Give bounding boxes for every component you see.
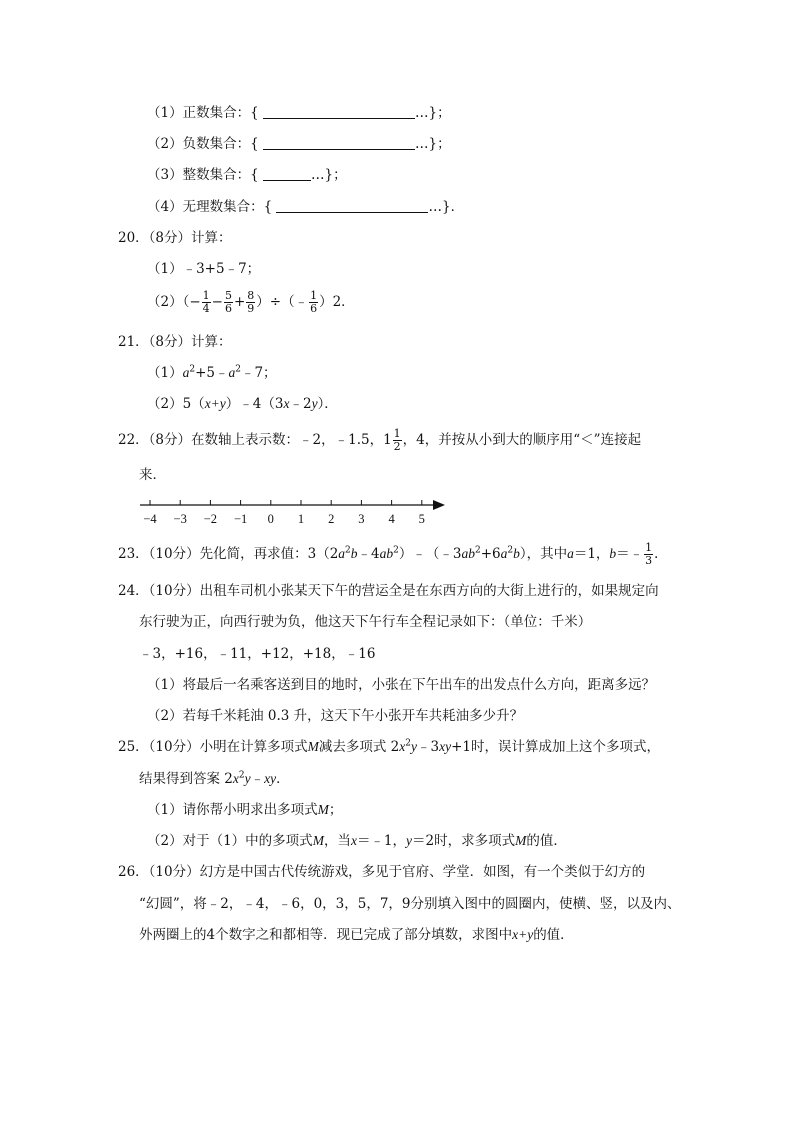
q24-line-2: 东行驶为正，向西行驶为负，他这天下午行车全程记录如下：（单位：千米） <box>139 614 592 630</box>
q22-line-1: 22．（8分）在数轴上表示数：﹣2，﹣1.5，1 $\frac{1}{2}$ ，4，并按从小到大的顺序用“＜”连接起 <box>118 427 642 453</box>
q19-item-1: （1）正数集合：{ …}； <box>147 105 451 121</box>
q19-item-4: （4）无理数集合：{ …}． <box>147 199 465 215</box>
number-line-label: 5 <box>418 512 425 526</box>
fraction: $\frac{1}{6}$ <box>310 289 318 315</box>
q23-line: 23．（10分）先化简，再求值：$3(2a^2b﹣4ab^2)﹣(﹣3ab^2+6a^2b)$，其中a＝1，b＝﹣ $\frac{1}{3}$ ． <box>118 541 668 567</box>
number-line-label: −3 <box>173 512 187 526</box>
number-line-label: −2 <box>203 512 218 526</box>
fraction: $\frac{8}{9}$ <box>247 289 255 315</box>
q20-heading: 20．（8分）计算： <box>118 230 232 246</box>
q24-part-1: （1）将最后一名乘客送到目的地时，小张在下午出车的出发点什么方向，距离多远？ <box>147 677 656 693</box>
number-line <box>135 492 455 528</box>
answer-blank[interactable] <box>263 136 415 150</box>
fraction: $\frac{1}{2}$ <box>393 427 401 453</box>
answer-blank[interactable] <box>263 167 311 181</box>
q20-part-2: （2）（− $\frac{1}{4}$ − $\frac{5}{6}$ + $\frac{8}{9}$ ）÷（﹣ $\frac{1}{6}$ ）2． <box>147 289 355 315</box>
q25-part-2: （2）对于（1）中的多项式M，当x＝﹣1，y＝2时，求多项式M的值． <box>147 833 567 849</box>
q26-line-1: 26．（10分）幻方是中国古代传统游戏，多见于官府、学堂．如图，有一个类似于幻方的 <box>118 864 646 880</box>
number-line-label: 2 <box>328 512 335 526</box>
q24-part-2: （2）若每千米耗油 0.3 升，这天下午小张开车共耗油多少升？ <box>147 708 524 724</box>
q26-line-2: “幻圆”，将﹣2，﹣4，﹣6，0，3，5，7，9分别填入图中的圆圈内，使横、竖，以及内、 <box>139 896 681 912</box>
fraction: $\frac{1}{3}$ <box>645 541 653 567</box>
q21-part-1: $(1)a^2+5﹣a^2﹣7$； <box>147 364 277 381</box>
q25-part-1: （1）请你帮小明求出多项式M； <box>147 802 343 818</box>
answer-blank[interactable] <box>276 199 428 213</box>
q22-line-2: 来． <box>139 467 166 483</box>
q19-item-2: （2）负数集合：{ …}； <box>147 136 451 152</box>
q21-part-2: （2）5（x+y）﹣4（3x﹣2y）． <box>147 396 338 412</box>
q25-line-1: 25．（10分）小明在计算多项式M减去多项式 $2x^2y﹣3xy+1$时，误计算成加上这个多项式， <box>118 738 660 755</box>
number-line-label: 0 <box>267 512 274 526</box>
fraction: $\frac{5}{6}$ <box>224 289 232 315</box>
number-line-label: −1 <box>233 512 248 526</box>
q19-item-3: （3）整数集合：{ …}； <box>147 167 347 183</box>
q24-line-1: 24．（10分）出租车司机小张某天下午的营运全是在东西方向的大街上进行的，如果规定向 <box>118 583 659 599</box>
q24-record: ﹣3，+16，﹣11，+12，+18，﹣16 <box>139 646 376 662</box>
number-line-label: 4 <box>388 512 395 526</box>
number-line-label: 3 <box>358 512 365 526</box>
axis-arrow <box>433 500 445 510</box>
fraction: $\frac{1}{4}$ <box>202 289 210 315</box>
answer-blank[interactable] <box>263 105 415 119</box>
q21-heading: 21．（8分）计算： <box>118 334 232 350</box>
number-line-label: −4 <box>143 512 157 526</box>
q25-line-2: 结果得到答案 $2x^2y﹣xy$． <box>139 770 290 787</box>
number-line-label: 1 <box>297 512 305 526</box>
q20-part-1: （1）﹣3+5﹣7； <box>147 261 261 277</box>
q26-line-3: 外两圈上的4个数字之和都相等．现已完成了部分填数，求图中x+y的值． <box>139 927 574 943</box>
